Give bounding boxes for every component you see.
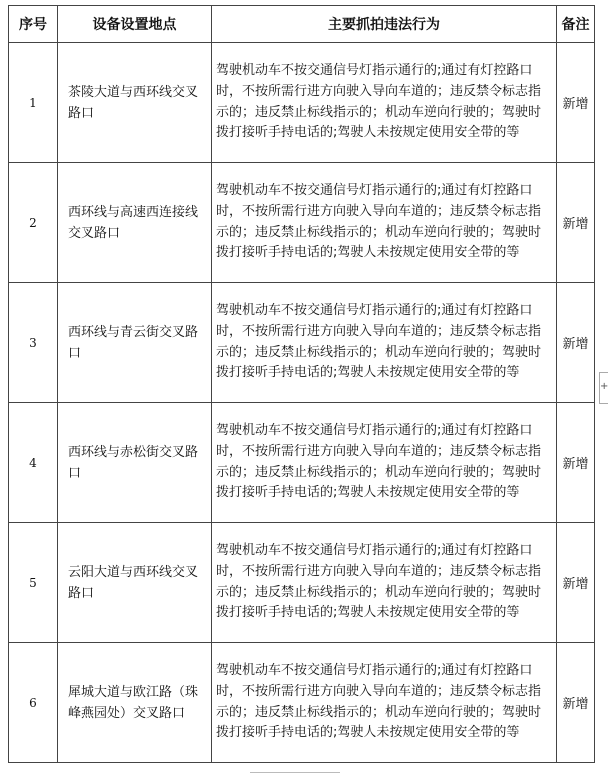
row-location: 西环线与青云街交叉路口 bbox=[58, 283, 212, 403]
row-seq: 1 bbox=[9, 43, 58, 163]
header-violations: 主要抓拍违法行为 bbox=[212, 6, 557, 43]
row-location: 西环线与赤松街交叉路口 bbox=[58, 403, 212, 523]
row-remark: 新增 bbox=[557, 403, 595, 523]
table-row bbox=[9, 283, 595, 403]
row-seq: 4 bbox=[9, 403, 58, 523]
header-seq: 序号 bbox=[9, 6, 58, 43]
row-violations: 驾驶机动车不按交通信号灯指示通行的;通过有灯控路口时，不按所需行进方向驶入导向车道的；违反禁令标志指示的；违反禁止标线指示的；机动车逆向行驶的；驾驶时拨打接听手持电话的;驾驶人未按规定使用安全带的等 bbox=[212, 283, 557, 403]
row-violations: 驾驶机动车不按交通信号灯指示通行的;通过有灯控路口时，不按所需行进方向驶入导向车道的；违反禁令标志指示的；违反禁止标线指示的；机动车逆向行驶的；驾驶时拨打接听手持电话的;驾驶人未按规定使用安全带的等 bbox=[212, 163, 557, 283]
row-remark: 新增 bbox=[557, 43, 595, 163]
table-row bbox=[9, 643, 595, 763]
row-location: 犀城大道与欧江路（珠峰燕园处）交叉路口 bbox=[58, 643, 212, 763]
table-row bbox=[9, 403, 595, 523]
row-seq: 5 bbox=[9, 523, 58, 643]
table-header-row bbox=[9, 6, 595, 43]
row-remark: 新增 bbox=[557, 643, 595, 763]
row-seq: 3 bbox=[9, 283, 58, 403]
row-violations: 驾驶机动车不按交通信号灯指示通行的;通过有灯控路口时，不按所需行进方向驶入导向车道的；违反禁令标志指示的；违反禁止标线指示的；机动车逆向行驶的；驾驶时拨打接听手持电话的;驾驶人未按规定使用安全带的等 bbox=[212, 403, 557, 523]
camera-locations-table bbox=[8, 5, 595, 763]
row-location: 云阳大道与西环线交叉路口 bbox=[58, 523, 212, 643]
header-remark: 备注 bbox=[557, 6, 595, 43]
row-violations: 驾驶机动车不按交通信号灯指示通行的;通过有灯控路口时，不按所需行进方向驶入导向车道的；违反禁令标志指示的；违反禁止标线指示的；机动车逆向行驶的；驾驶时拨打接听手持电话的;驾驶人未按规定使用安全带的等 bbox=[212, 523, 557, 643]
table-row bbox=[9, 523, 595, 643]
row-seq: 6 bbox=[9, 643, 58, 763]
row-seq: 2 bbox=[9, 163, 58, 283]
row-violations: 驾驶机动车不按交通信号灯指示通行的;通过有灯控路口时，不按所需行进方向驶入导向车道的；违反禁令标志指示的；违反禁止标线指示的；机动车逆向行驶的；驾驶时拨打接听手持电话的;驾驶人未按规定使用安全带的等 bbox=[212, 43, 557, 163]
table-resize-handle[interactable]: + bbox=[599, 372, 608, 404]
row-location: 西环线与高速西连接线交叉路口 bbox=[58, 163, 212, 283]
row-remark: 新增 bbox=[557, 163, 595, 283]
row-remark: 新增 bbox=[557, 283, 595, 403]
row-location: 茶陵大道与西环线交叉路口 bbox=[58, 43, 212, 163]
table-row bbox=[9, 43, 595, 163]
horizontal-scrollbar[interactable] bbox=[250, 772, 340, 778]
row-violations: 驾驶机动车不按交通信号灯指示通行的;通过有灯控路口时，不按所需行进方向驶入导向车道的；违反禁令标志指示的；违反禁止标线指示的；机动车逆向行驶的；驾驶时拨打接听手持电话的;驾驶人未按规定使用安全带的等 bbox=[212, 643, 557, 763]
header-location: 设备设置地点 bbox=[58, 6, 212, 43]
table-row bbox=[9, 163, 595, 283]
row-remark: 新增 bbox=[557, 523, 595, 643]
